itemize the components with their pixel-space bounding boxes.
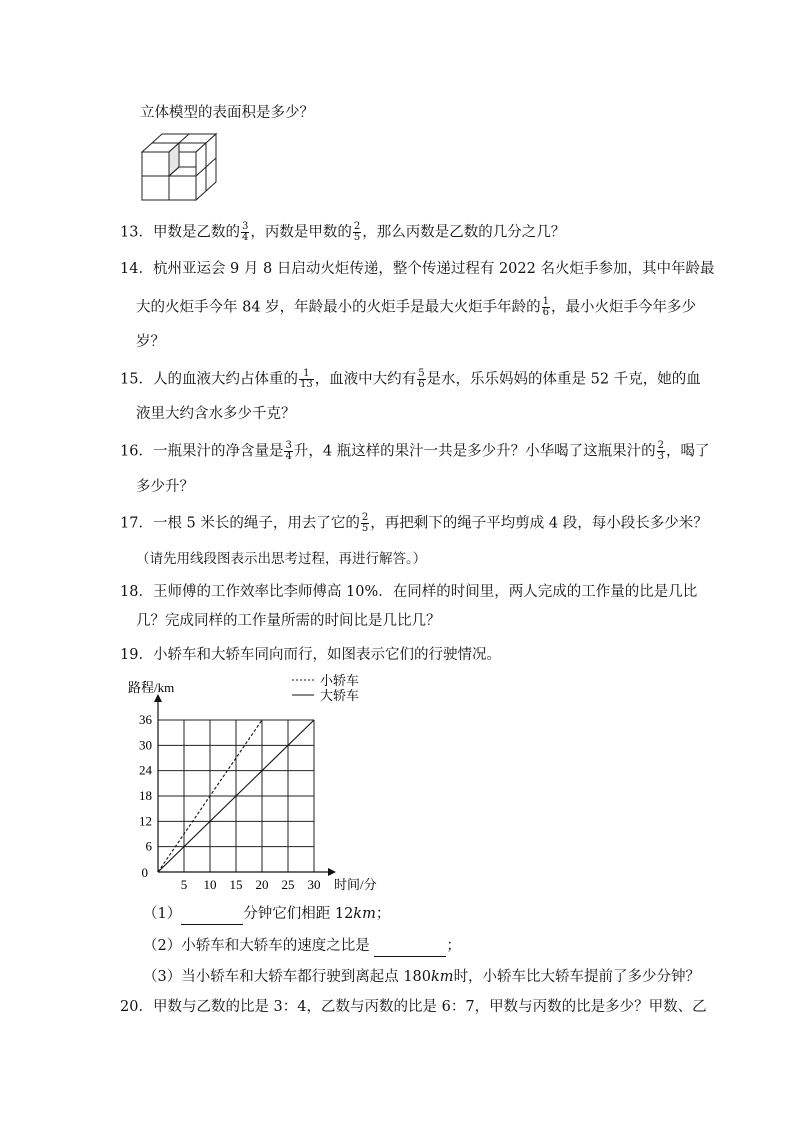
q20-line-1: 20．甲数与乙数的比是 3：4，乙数与丙数的比是 6：7，甲数与丙数的比是多少？甲数、乙: [120, 999, 707, 1015]
fraction: $\frac{3}{4}$: [285, 440, 292, 462]
q17-line-1: 17．一根 5 米长的绳子，用去了它的 $\frac{2}{5}$ ，再把剩下的绳子平均剪成 4 段，每小段长多少米？: [120, 512, 708, 534]
q13-line: [120, 222, 565, 243]
x-tick-label: 20: [255, 877, 269, 892]
q16-line-1: 16．一瓶果汁的净含量是 $\frac{3}{4}$ 升，4 瓶这样的果汁一共是多少升？小华喝了这瓶果汁的 $\frac{2}{3}$ ，喝了: [120, 440, 710, 462]
q13-text-b: ，丙数是甲数的: [250, 224, 352, 241]
distance-time-chart: [120, 672, 410, 897]
x-tick-label: 10: [203, 877, 217, 892]
answer-blank[interactable]: [374, 936, 446, 957]
q14-line-2: 大的火炬手今年 84 岁，年龄最小的火炬手是最大火炬手年龄的 $\frac{1}{6}$ ，最小火炬手今年多少: [136, 296, 697, 318]
fraction: $\frac{1}{13}$: [299, 368, 313, 390]
x-tick-label: 25: [281, 877, 295, 892]
answer-blank[interactable]: [181, 904, 243, 925]
origin-label: 0: [141, 865, 148, 880]
q17-line-2: （请先用线段图表示出思考过程，再进行解答。）: [136, 551, 427, 567]
x-axis-arrow: [328, 868, 336, 876]
y-axis-arrow: [154, 694, 162, 702]
y-tick-label: 6: [145, 838, 152, 854]
fraction: $\frac{2}{3}$: [657, 440, 665, 462]
q18-line-2: 几？完成同样的工作量所需的时间比是几比几？: [136, 613, 441, 629]
y-tick-label: 24: [139, 762, 152, 778]
y-tick-label: 18: [139, 788, 152, 803]
q19-sub-2: （2）小轿车和大轿车的速度之比是 ；: [143, 936, 461, 957]
q19-sub-1: （1） 分钟它们相距 12km；: [143, 904, 390, 925]
fraction: $\frac{1}{6}$: [542, 296, 550, 318]
legend-label: 小轿车: [320, 673, 360, 688]
y-tick-label: 12: [139, 813, 152, 829]
y-tick-label: 30: [139, 737, 152, 753]
q16-line-2: 多少升？: [136, 479, 194, 495]
q12-text: 立体模型的表面积是多少？: [140, 105, 314, 121]
fraction: $\frac{3}{4}$: [241, 221, 249, 243]
q14-line-3: 岁？: [136, 334, 165, 350]
q18-line-1: 18．王师傅的工作效率比李师傅高 10%．在同样的时间里，两人完成的工作量的比是几比: [120, 584, 698, 600]
fraction: $\frac{2}{5}$: [353, 221, 361, 243]
legend-label: 大轿车: [320, 688, 360, 703]
fraction: $\frac{2}{5}$: [361, 512, 369, 534]
q15-line-2: 液里大约含水多少千克？: [136, 406, 296, 422]
q19-line-1: 19．小轿车和大轿车同向而行，如图表示它们的行驶情况。: [120, 647, 501, 663]
x-tick-label: 30: [307, 877, 321, 892]
q19-sub-3: （3）当小轿车和大轿车都行驶到离起点 180km时，小轿车比大轿车提前了多少分钟？: [143, 969, 701, 985]
cube-model-figure: [140, 130, 220, 205]
x-tick-label: 5: [180, 877, 188, 892]
q13-text-a: 13．甲数是乙数的: [120, 224, 240, 241]
x-tick-label: 15: [229, 877, 243, 892]
fraction: $\frac{5}{6}$: [418, 368, 425, 390]
q13-text-c: ，那么丙数是乙数的几分之几？: [362, 224, 566, 241]
q15-line-1: 15．人的血液大约占体重的 $\frac{1}{13}$ ，血液中大约有 $\frac{5}{6}$ 是水，乐乐妈妈的体重是 52 千克，她的血: [120, 368, 701, 390]
y-tick-label: 36: [139, 712, 152, 727]
x-axis-label: 时间/分: [334, 877, 377, 892]
y-axis-label: 路程/km: [128, 680, 175, 695]
q14-line-1: 14．杭州亚运会 9 月 8 日启动火炬传递，整个传递过程有 2022 名火炬手参加，其中年龄最: [120, 261, 715, 277]
